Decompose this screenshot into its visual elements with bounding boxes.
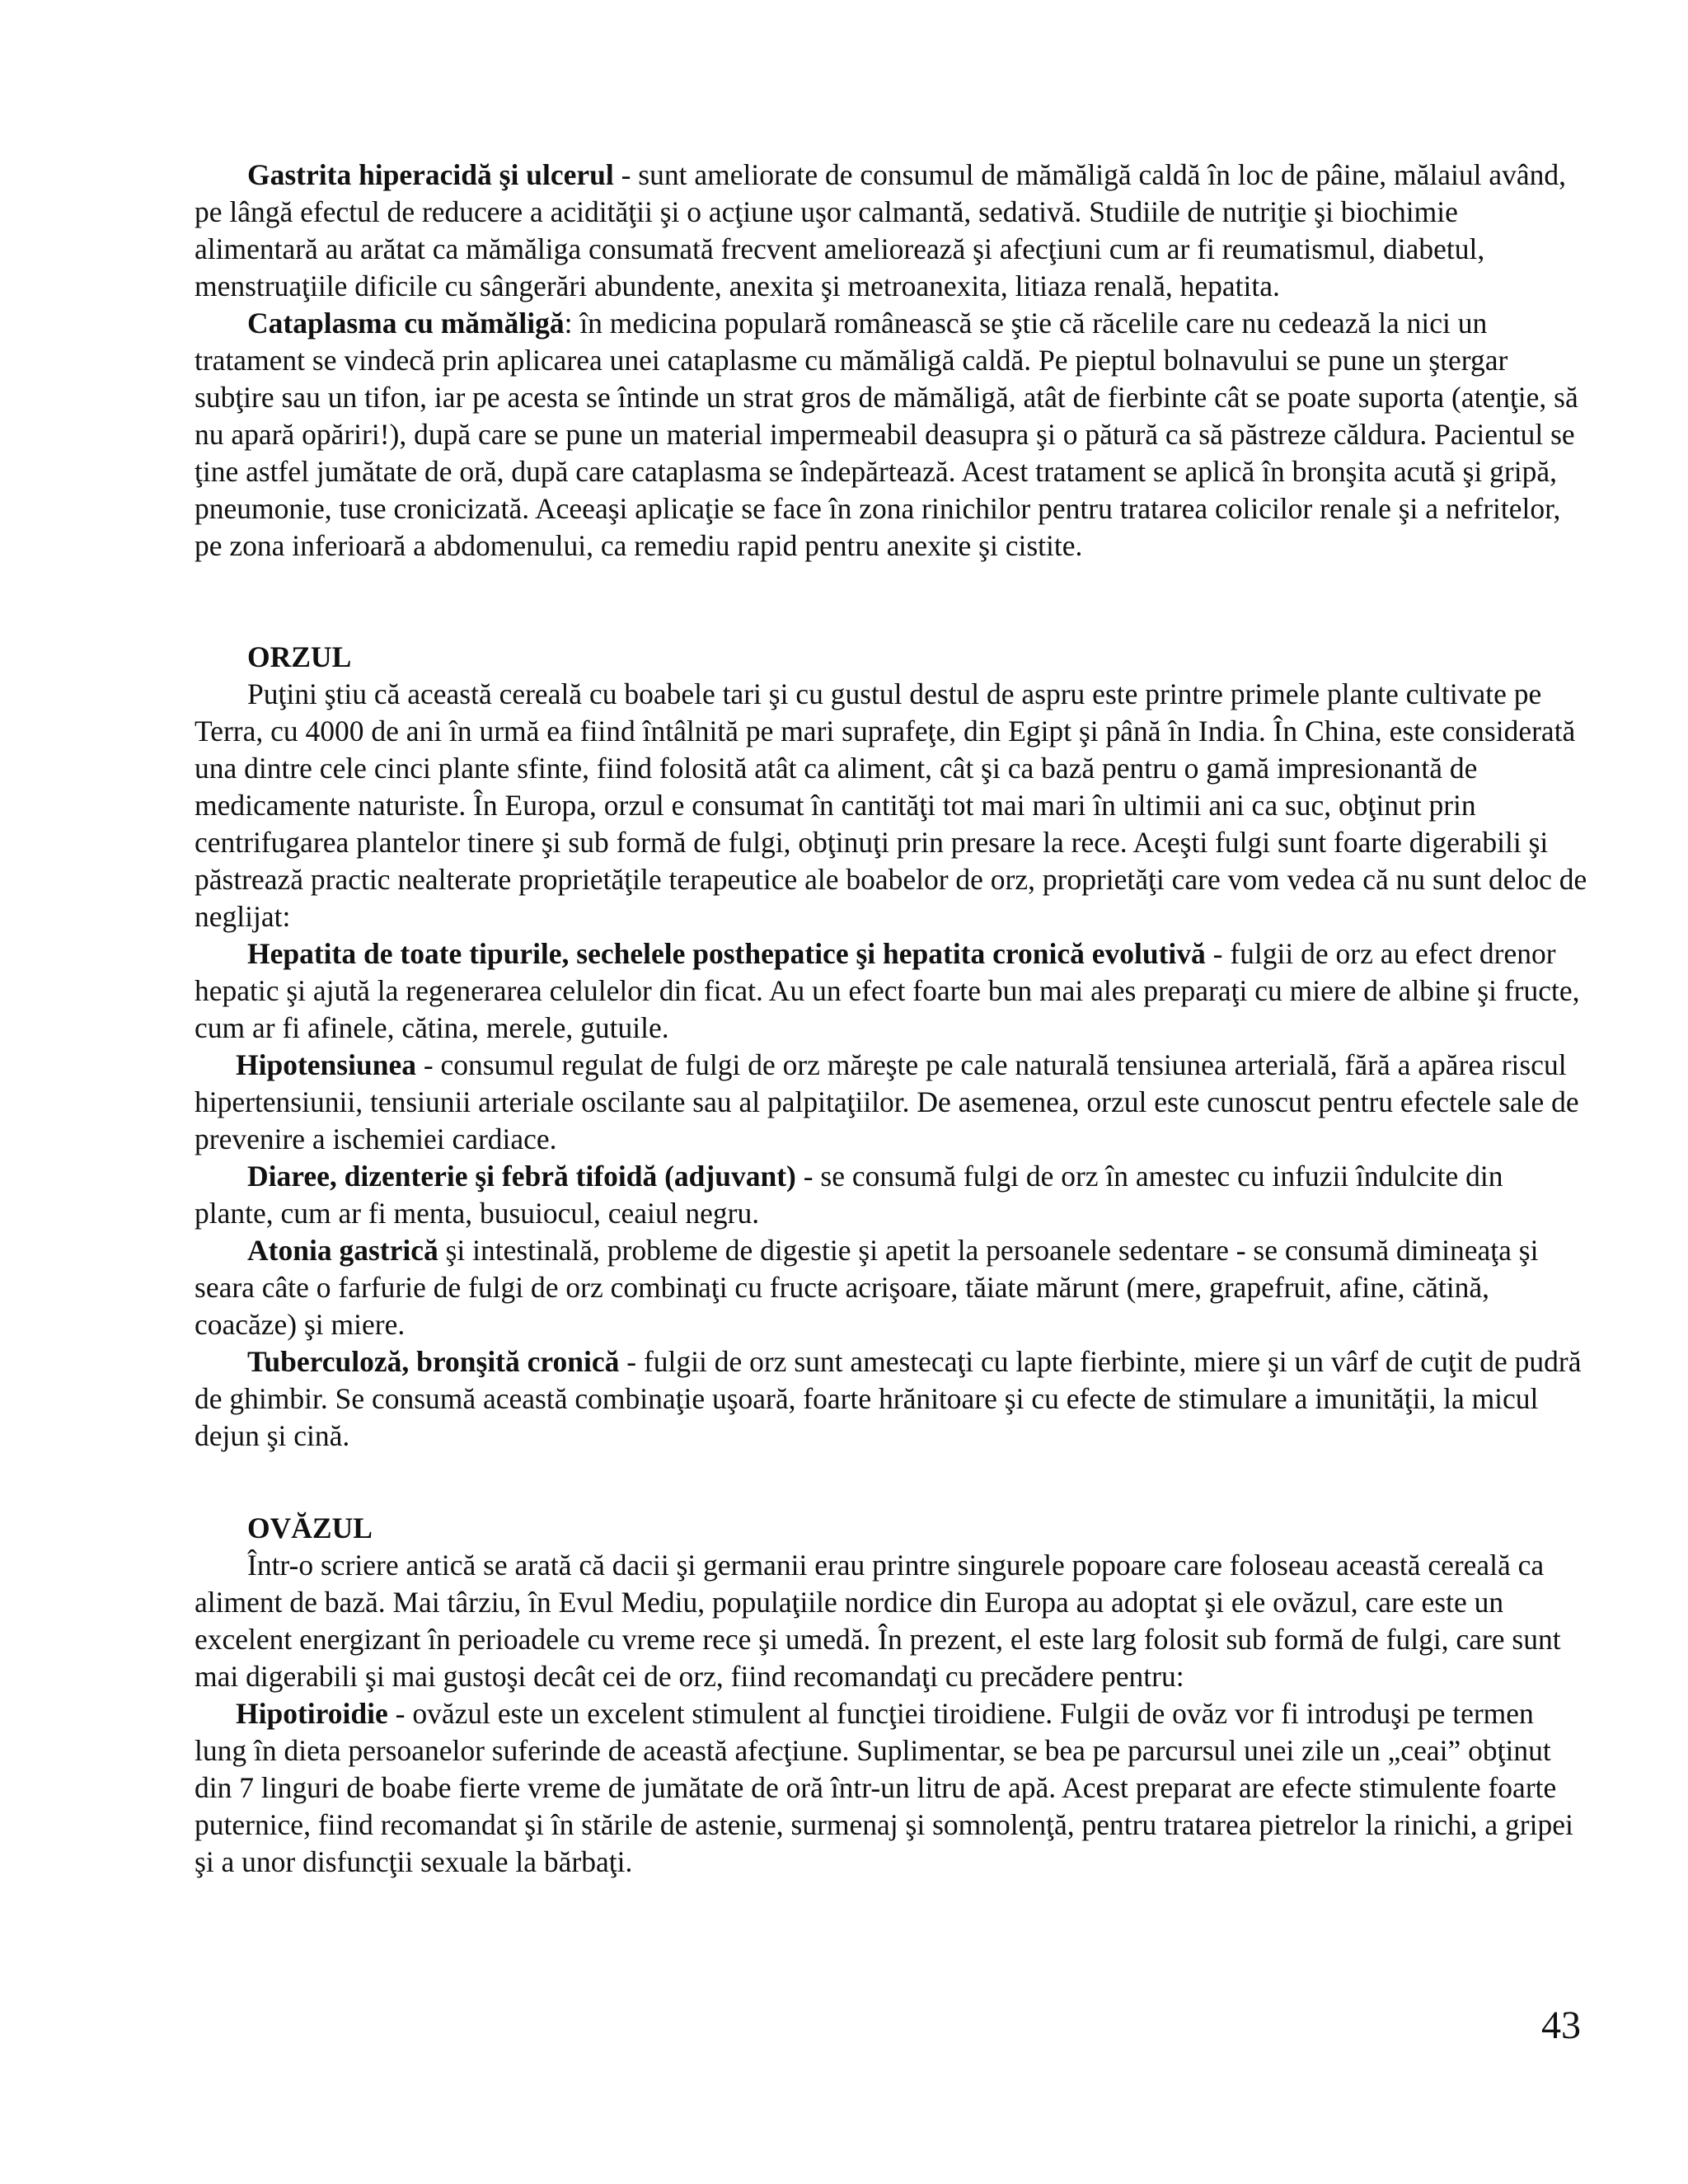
- paragraph-atonia: [195, 1232, 1587, 1343]
- paragraph-hipotiroidie: [195, 1695, 1587, 1881]
- section-spacer: [195, 565, 1587, 639]
- paragraph-ovazul-intro: Într-o scriere antică se arată că dacii şi germanii erau printre singurele popoare care foloseau această cereală ca aliment de bază. Mai târziu, în Evul Mediu, populaţiile nordice din Europa au adoptat şi ele ovăzul, care este un excelent energizant în perioadele cu vreme rece şi umedă. În prezent, el este larg folosit sub formă de fulgi, care sunt mai digerabili şi mai gustoşi decât cei de orz, fiind recomandaţi cu precădere pentru:: [195, 1549, 1561, 1693]
- paragraph-text: : în medicina populară românească se ştie că răcelile care nu cedează la nici un tratament se vindecă prin aplicarea unei cataplasme cu mămăligă caldă. Pe pieptul bolnavului se pune un ştergar subţire sau un tifon, iar pe acesta se întinde un strat gros de mămăligă, atât de fierbinte cât se poate suporta (atenţie, să nu apară opăriri!), după care se pune un material impermeabil deasupra şi o pătură ca să păstreze căldura. Pacientul se ţine astfel jumătate de oră, după care cataplasma se îndepărtează. Acest tratament se aplică în bronşita acută şi gripă, pneumonie, tuse cronicizată. Aceeaşi aplicaţie se face în zona rinichilor pentru tratarea colicilor renale şi a nefritelor, pe zona inferioară a abdomenului, ca remediu rapid pentru anexite şi cistite.: [195, 307, 1578, 562]
- section-spacer: [195, 1455, 1587, 1510]
- term-tuberculoza: Tuberculoză, bronşită cronică: [247, 1345, 620, 1378]
- paragraph-text: - fulgii de orz sunt amestecaţi cu lapte fierbinte, miere şi un vârf de cuţit de pudră de ghimbir. Se consumă această combinaţie uşoară, foarte hrănitoare şi cu efecte de stimulare a imunităţii, la micul dejun şi cină.: [195, 1345, 1582, 1452]
- document-page: [195, 157, 1587, 1881]
- term-hipotensiunea: Hipotensiunea: [236, 1048, 416, 1081]
- paragraph-tuberculoza: [195, 1343, 1587, 1455]
- paragraph-text: - sunt ameliorate de consumul de mămăligă caldă în loc de pâine, mălaiul având, pe lângă efectul de reducere a acidităţii şi o acţiune uşor calmantă, sedativă. Studiile de nutriţie şi biochimie alimentară au arătat ca mămăliga consumată frecvent ameliorează şi afecţiuni cum ar fi reumatismul, diabetul, menstruaţiile dificile cu sângerări abundente, anexita şi metroanexita, litiaza renală, hepatita.: [195, 158, 1567, 302]
- paragraph-orzul-intro: Puţini ştiu că această cereală cu boabele tari şi cu gustul destul de aspru este printre primele plante cultivate pe Terra, cu 4000 de ani în urmă ea fiind întâlnită pe mari suprafeţe, din Egipt şi până în India. În China, este considerată una dintre cele cinci plante sfinte, fiind folosită atât ca aliment, cât şi ca bază pentru o gamă impresionantă de medicamente naturiste. În Europa, orzul e consumat în cantităţi tot mai mari în ultimii ani ca suc, obţinut prin centrifugarea plantelor tinere şi sub formă de fulgi, obţinuţi prin presare la rece. Aceşti fulgi sunt foarte digerabili şi păstrează practic nealterate proprietăţile terapeutice ale boabelor de orz, proprietăţi care vom vedea că nu sunt deloc de neglijat:: [195, 677, 1587, 933]
- term-atonia: Atonia gastrică: [247, 1234, 438, 1267]
- term-hepatita: Hepatita de toate tipurile, sechelele posthepatice şi hepatita cronică evolutivă: [247, 937, 1206, 970]
- paragraph-text: - consumul regulat de fulgi de orz măreşte pe cale naturală tensiunea arterială, fără a apărea riscul hipertensiunii, tensiunii arteriale oscilante sau al palpitaţiilor. De asemenea, orzul este cunoscut pentru efectele sale de prevenire a ischemiei cardiace.: [195, 1048, 1579, 1155]
- term-diaree: Diaree, dizenterie şi febră tifoidă (adjuvant): [247, 1160, 796, 1193]
- paragraph-text: - ovăzul este un excelent stimulent al funcţiei tiroidiene. Fulgii de ovăz vor fi introduşi pe termen lung în dieta persoanelor suferinde de această afecţiune. Suplimentar, se bea pe parcursul unei zile un „ceai” obţinut din 7 linguri de boabe fierte vreme de jumătate de oră într-un litru de apă. Acest preparat are efecte stimulente foarte puternice, fiind recomandat şi în stările de astenie, surmenaj şi somnolenţă, pentru tratarea pietrelor la rinichi, a gripei şi a unor disfuncţii sexuale la bărbaţi.: [195, 1697, 1573, 1878]
- paragraph-text: - fulgii de orz au efect drenor hepatic şi ajută la regenerarea celulelor din ficat. Au un efect foarte bun mai ales preparaţi cu miere de albine şi fructe, cum ar fi afinele, cătina, merele, gutuile.: [195, 937, 1580, 1044]
- paragraph-diaree: [195, 1158, 1587, 1232]
- term-gastrita: Gastrita hiperacidă şi ulcerul: [247, 158, 614, 191]
- paragraph-hepatita: [195, 935, 1587, 1047]
- term-hipotiroidie: Hipotiroidie: [236, 1697, 388, 1730]
- paragraph-cataplasma: [195, 305, 1587, 565]
- section-heading-orzul: ORZUL: [247, 640, 352, 673]
- paragraph-gastrita: [195, 157, 1587, 305]
- section-heading-ovazul: OVĂZUL: [247, 1511, 373, 1544]
- paragraph-text: şi intestinală, probleme de digestie şi apetit la persoanele sedentare - se consumă dimineaţa şi seara câte o farfurie de fulgi de orz combinaţi cu fructe acrişoare, tăiate mărunt (mere, grapefruit, afine, cătină, coacăze) şi miere.: [195, 1234, 1539, 1341]
- term-cataplasma: Cataplasma cu mămăligă: [247, 307, 565, 340]
- paragraph-hipotensiunea: [195, 1047, 1587, 1158]
- paragraph-text: - se consumă fulgi de orz în amestec cu infuzii îndulcite din plante, cum ar fi menta, busuiocul, ceaiul negru.: [195, 1160, 1503, 1230]
- page-number: 43: [1541, 2004, 1581, 2047]
